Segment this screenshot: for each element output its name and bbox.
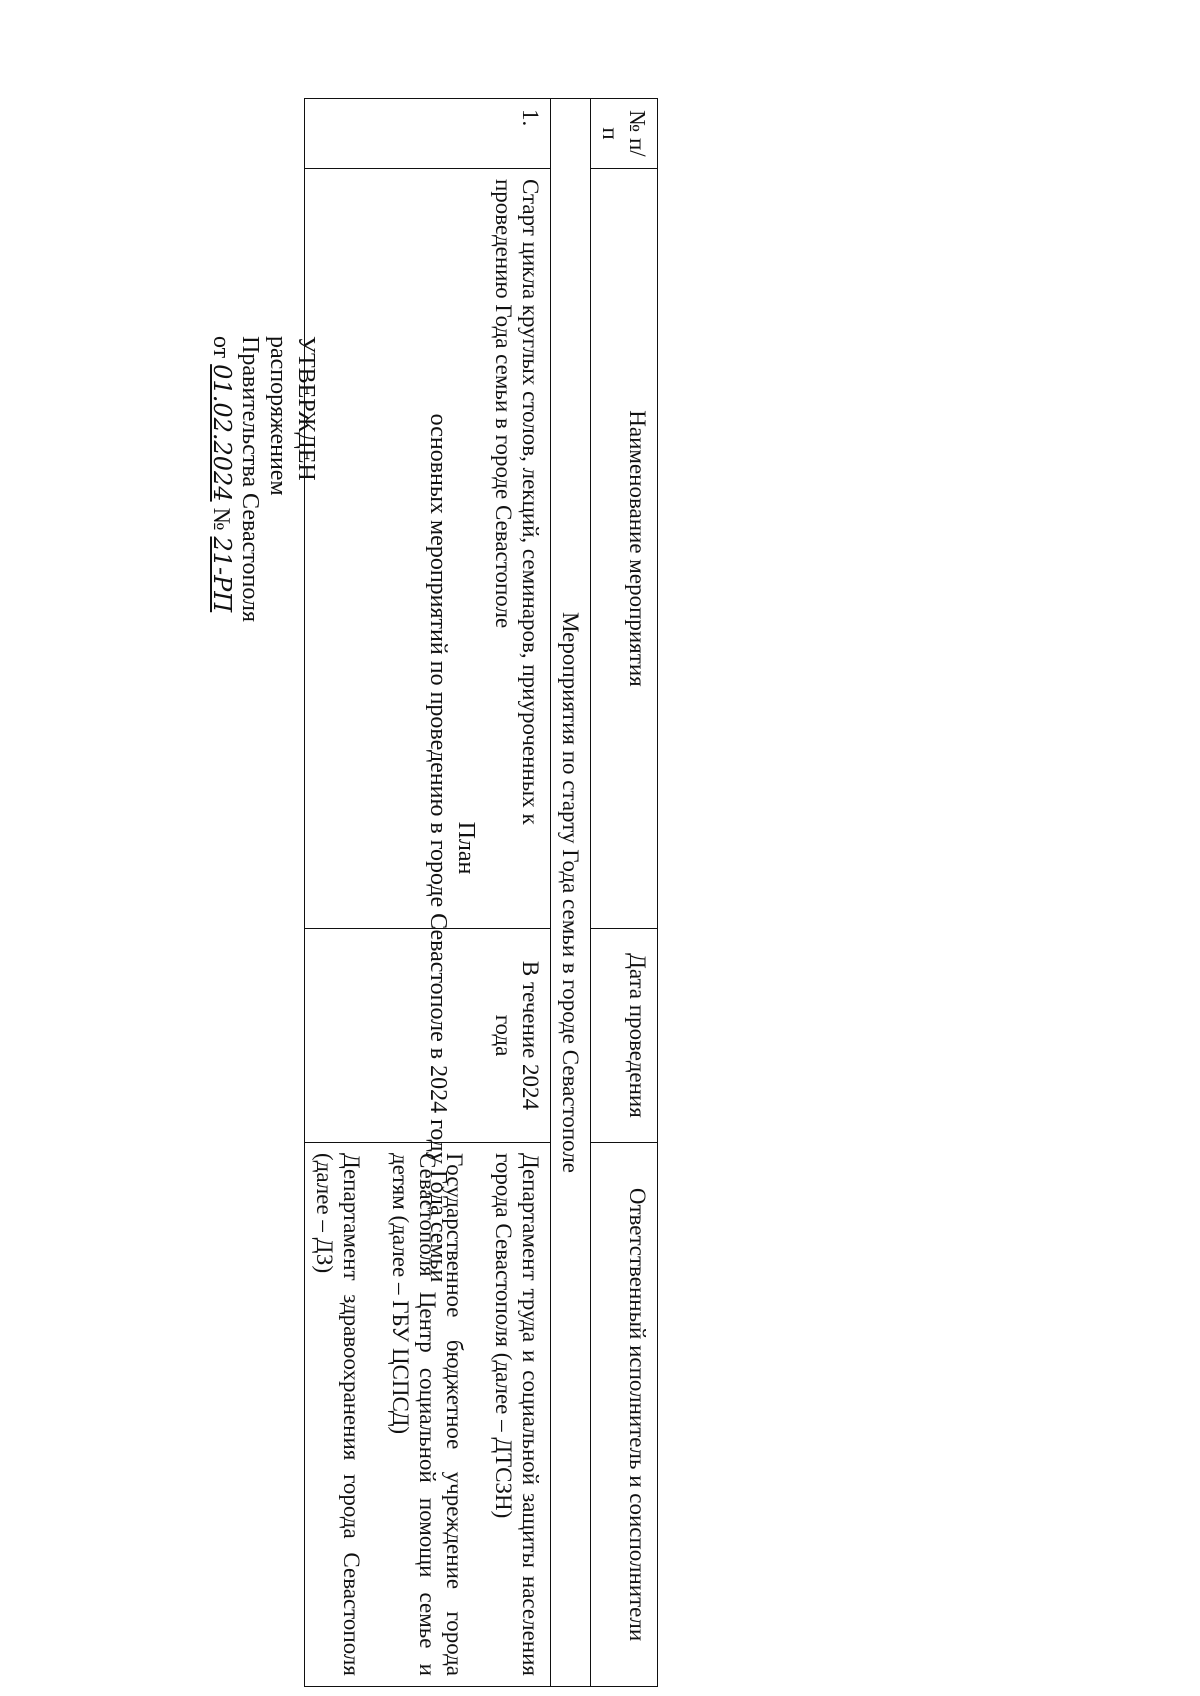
approval-number: 21-РП bbox=[208, 536, 236, 613]
header-responsible: Ответственный исполнитель и соисполнители bbox=[591, 1143, 658, 1687]
title-line-1: План bbox=[453, 821, 479, 875]
plan-table bbox=[304, 98, 658, 1687]
row-num: 1. bbox=[305, 99, 551, 169]
section-title: Мероприятия по старту Года семьи в городе Севастополе bbox=[551, 99, 591, 1687]
table-header-row bbox=[591, 99, 658, 1687]
row-responsible bbox=[305, 1143, 551, 1687]
approval-line-4 bbox=[207, 336, 236, 622]
header-date: Дата проведения bbox=[591, 929, 658, 1143]
responsible-item: Департамент труда и социальной защиты населения города Севастополя (далее – ДТСЗН) bbox=[491, 1153, 543, 1676]
section-row bbox=[551, 99, 591, 1687]
header-name: Наименование мероприятия bbox=[591, 169, 658, 929]
approval-number-sign: № bbox=[208, 507, 234, 531]
approval-date: 01.02.2024 bbox=[208, 364, 236, 502]
approval-line-1: УТВЕРЖДЕН bbox=[293, 336, 319, 481]
approval-prefix: от bbox=[208, 336, 234, 359]
title-line-2: основных мероприятий по проведению в городе Севастополе в 2024 году Года семьи bbox=[425, 413, 451, 1283]
row-name: Старт цикла круглых столов, лекций, семинаров, приуроченных к проведению Года семьи в городе Севастополе bbox=[305, 169, 551, 929]
approval-line-2: распоряжением bbox=[265, 336, 291, 496]
responsible-item: Государственное бюджетное учреждение города Севастополя Центр социальной помощи семье и детям (далее – ГБУ ЦСПСД) bbox=[388, 1153, 467, 1676]
header-num: № п/п bbox=[591, 99, 658, 169]
table-row bbox=[305, 99, 551, 1687]
responsible-item: Департамент здравоохранения города Севастополя (далее – ДЗ) bbox=[312, 1153, 364, 1676]
approval-line-3: Правительства Севастополя bbox=[237, 336, 263, 623]
row-date: В течение 2024 года bbox=[305, 929, 551, 1143]
